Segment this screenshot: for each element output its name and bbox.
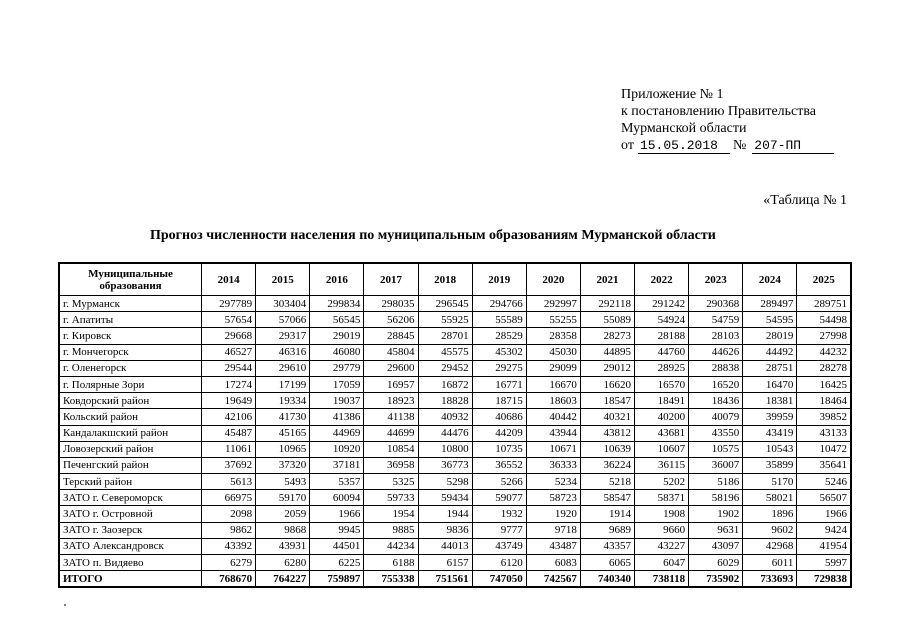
table-row [59,441,851,457]
population-value: 43487 [526,538,580,554]
total-value: 733693 [743,571,797,588]
table-row [59,538,851,554]
population-value: 29099 [526,360,580,376]
number-sign: № [732,138,747,153]
population-value: 9868 [256,522,310,538]
municipality-name: ЗАТО п. Видяево [59,555,202,571]
population-value: 18923 [364,393,418,409]
header-year: 2025 [797,263,851,296]
population-value: 1932 [472,506,526,522]
header-year: 2018 [418,263,472,296]
population-value: 43392 [202,538,256,554]
population-value: 10800 [418,441,472,457]
population-value: 46080 [310,344,364,360]
population-value: 45487 [202,425,256,441]
population-value: 9631 [689,522,743,538]
population-value: 1914 [580,506,634,522]
population-value: 16771 [472,376,526,392]
municipality-name: г. Мурманск [59,296,202,312]
population-value: 6279 [202,555,256,571]
population-value: 1966 [797,506,851,522]
population-value: 40932 [418,409,472,425]
population-value: 6011 [743,555,797,571]
population-value: 5186 [689,474,743,490]
population-value: 45302 [472,344,526,360]
population-value: 6029 [689,555,743,571]
population-value: 1944 [418,506,472,522]
population-value: 43419 [743,425,797,441]
population-value: 58371 [635,490,689,506]
population-value: 18715 [472,393,526,409]
total-value: 747050 [472,571,526,588]
population-value: 59434 [418,490,472,506]
population-value: 16425 [797,376,851,392]
table-row [59,393,851,409]
population-value: 16670 [526,376,580,392]
population-value: 37692 [202,457,256,473]
annex-date-row [621,137,834,154]
population-value: 54498 [797,312,851,328]
population-value: 57066 [256,312,310,328]
population-value: 43931 [256,538,310,554]
population-value: 296545 [418,296,472,312]
table-row [59,506,851,522]
population-value: 16520 [689,376,743,392]
population-value: 289751 [797,296,851,312]
population-value: 17059 [310,376,364,392]
population-value: 36007 [689,457,743,473]
municipality-name: г. Кировск [59,328,202,344]
header-year: 2023 [689,263,743,296]
population-value: 36115 [635,457,689,473]
population-value: 28358 [526,328,580,344]
header-year: 2016 [310,263,364,296]
population-value: 40686 [472,409,526,425]
population-value: 43681 [635,425,689,441]
table-row [59,490,851,506]
table-row [59,296,851,312]
municipality-name: ЗАТО г. Островной [59,506,202,522]
population-value: 299834 [310,296,364,312]
population-value: 5218 [580,474,634,490]
population-value: 10671 [526,441,580,457]
population-value: 44626 [689,344,743,360]
population-value: 289497 [743,296,797,312]
population-value: 54759 [689,312,743,328]
municipality-name: г. Мончегорск [59,344,202,360]
population-value: 6065 [580,555,634,571]
header-year: 2017 [364,263,418,296]
population-value: 29779 [310,360,364,376]
municipality-name: Кольский район [59,409,202,425]
population-value: 44492 [743,344,797,360]
header-year: 2014 [202,263,256,296]
population-value: 43812 [580,425,634,441]
population-value: 5246 [797,474,851,490]
table-number: «Таблица № 1 [763,193,847,208]
population-value: 18491 [635,393,689,409]
population-value: 28838 [689,360,743,376]
population-value: 29317 [256,328,310,344]
population-value: 43133 [797,425,851,441]
population-value: 59733 [364,490,418,506]
population-value: 43749 [472,538,526,554]
population-value: 10575 [689,441,743,457]
total-value: 735902 [689,571,743,588]
document-title: Прогноз численности населения по муниципальным образованиям Мурманской области [150,228,716,243]
population-value: 6280 [256,555,310,571]
municipality-name: ЗАТО г. Североморск [59,490,202,506]
population-value: 27998 [797,328,851,344]
population-value: 56545 [310,312,364,328]
population-value: 43944 [526,425,580,441]
population-value: 54924 [635,312,689,328]
population-value: 5202 [635,474,689,490]
header-year: 2019 [472,263,526,296]
population-value: 36224 [580,457,634,473]
table-row [59,555,851,571]
population-value: 29544 [202,360,256,376]
population-value: 28019 [743,328,797,344]
population-value: 1896 [743,506,797,522]
population-value: 41954 [797,538,851,554]
header-year: 2021 [580,263,634,296]
municipality-name: г. Полярные Зори [59,376,202,392]
table-row [59,457,851,473]
total-value: 729838 [797,571,851,588]
population-value: 9718 [526,522,580,538]
population-value: 57654 [202,312,256,328]
population-value: 54595 [743,312,797,328]
population-value: 18436 [689,393,743,409]
population-value: 28278 [797,360,851,376]
population-value: 292997 [526,296,580,312]
table-row [59,344,851,360]
population-value: 66975 [202,490,256,506]
header-year: 2022 [635,263,689,296]
table-row [59,312,851,328]
annex-line-3: Мурманской области [621,121,747,136]
population-value: 5357 [310,474,364,490]
population-value: 6120 [472,555,526,571]
population-value: 59170 [256,490,310,506]
population-value: 35899 [743,457,797,473]
population-value: 18547 [580,393,634,409]
population-value: 29610 [256,360,310,376]
population-value: 28103 [689,328,743,344]
population-value: 39959 [743,409,797,425]
population-value: 40200 [635,409,689,425]
total-value: 764227 [256,571,310,588]
population-value: 58723 [526,490,580,506]
municipality-name: г. Апатиты [59,312,202,328]
population-value: 2098 [202,506,256,522]
population-value: 44699 [364,425,418,441]
population-value: 10639 [580,441,634,457]
population-value: 29452 [418,360,472,376]
total-value: 742567 [526,571,580,588]
population-value: 44476 [418,425,472,441]
population-value: 59077 [472,490,526,506]
table-row [59,522,851,538]
population-value: 28529 [472,328,526,344]
decree-number: 207-ПП [752,138,834,154]
population-value: 35641 [797,457,851,473]
population-value: 1966 [310,506,364,522]
table-row [59,474,851,490]
population-value: 18828 [418,393,472,409]
annex-line-1: Приложение № 1 [621,87,724,102]
population-value: 19037 [310,393,364,409]
population-value: 5298 [418,474,472,490]
population-value: 9885 [364,522,418,538]
population-value: 17274 [202,376,256,392]
header-year: 2020 [526,263,580,296]
population-value: 45575 [418,344,472,360]
population-value: 9689 [580,522,634,538]
population-value: 29019 [310,328,364,344]
population-value: 28273 [580,328,634,344]
population-value: 16872 [418,376,472,392]
population-value: 5493 [256,474,310,490]
population-value: 45804 [364,344,418,360]
population-value: 5997 [797,555,851,571]
population-value: 41730 [256,409,310,425]
population-value: 9424 [797,522,851,538]
population-value: 40321 [580,409,634,425]
population-value: 1954 [364,506,418,522]
population-value: 6047 [635,555,689,571]
population-value: 9660 [635,522,689,538]
population-value: 9602 [743,522,797,538]
header-row [59,263,851,296]
population-value: 43357 [580,538,634,554]
population-value: 58196 [689,490,743,506]
population-value: 10607 [635,441,689,457]
population-value: 10543 [743,441,797,457]
population-value: 10735 [472,441,526,457]
population-value: 9862 [202,522,256,538]
population-value: 44209 [472,425,526,441]
table-row [59,360,851,376]
municipality-name: ЗАТО Александровск [59,538,202,554]
population-value: 37320 [256,457,310,473]
population-value: 291242 [635,296,689,312]
population-value: 290368 [689,296,743,312]
population-value: 18603 [526,393,580,409]
total-row [59,571,851,588]
population-value: 16620 [580,376,634,392]
population-value: 42106 [202,409,256,425]
population-value: 56507 [797,490,851,506]
population-value: 43227 [635,538,689,554]
population-value: 9777 [472,522,526,538]
population-value: 60094 [310,490,364,506]
population-value: 58021 [743,490,797,506]
population-value: 28751 [743,360,797,376]
population-value: 2059 [256,506,310,522]
population-value: 44895 [580,344,634,360]
population-value: 28188 [635,328,689,344]
population-value: 9945 [310,522,364,538]
population-value: 44760 [635,344,689,360]
population-value: 6225 [310,555,364,571]
total-value: 740340 [580,571,634,588]
table-row [59,376,851,392]
decree-date: 15.05.2018 [638,138,730,154]
population-value: 16470 [743,376,797,392]
population-value: 10854 [364,441,418,457]
population-value: 6083 [526,555,580,571]
total-value: 738118 [635,571,689,588]
population-value: 1902 [689,506,743,522]
population-value: 46316 [256,344,310,360]
population-value: 44013 [418,538,472,554]
population-value: 40079 [689,409,743,425]
population-value: 10920 [310,441,364,457]
population-value: 39852 [797,409,851,425]
population-value: 55925 [418,312,472,328]
population-value: 37181 [310,457,364,473]
population-value: 28701 [418,328,472,344]
population-value: 298035 [364,296,418,312]
table-row [59,425,851,441]
municipality-name: Ловозерский район [59,441,202,457]
header-year: 2024 [743,263,797,296]
population-value: 45165 [256,425,310,441]
population-value: 1920 [526,506,580,522]
table-row [59,409,851,425]
municipality-name: Кандалакшский район [59,425,202,441]
population-value: 41138 [364,409,418,425]
population-value: 19649 [202,393,256,409]
municipality-name: Терский район [59,474,202,490]
total-value: 759897 [310,571,364,588]
population-value: 36333 [526,457,580,473]
population-value: 5266 [472,474,526,490]
population-value: 19334 [256,393,310,409]
population-value: 41386 [310,409,364,425]
population-value: 45030 [526,344,580,360]
population-value: 44232 [797,344,851,360]
population-value: 55089 [580,312,634,328]
municipality-name: ЗАТО г. Заозерск [59,522,202,538]
population-table [58,262,852,588]
population-value: 5170 [743,474,797,490]
population-value: 10965 [256,441,310,457]
population-value: 55255 [526,312,580,328]
population-value: 294766 [472,296,526,312]
total-value: 751561 [418,571,472,588]
population-value: 42968 [743,538,797,554]
population-value: 29668 [202,328,256,344]
population-value: 55589 [472,312,526,328]
population-value: 9836 [418,522,472,538]
population-value: 297789 [202,296,256,312]
total-value: 768670 [202,571,256,588]
population-value: 292118 [580,296,634,312]
population-value: 29600 [364,360,418,376]
population-value: 5613 [202,474,256,490]
population-value: 40442 [526,409,580,425]
population-value: 5325 [364,474,418,490]
population-value: 1908 [635,506,689,522]
municipality-name: г. Оленегорск [59,360,202,376]
population-value: 28925 [635,360,689,376]
population-value: 44234 [364,538,418,554]
population-value: 16570 [635,376,689,392]
municipality-name: Печенгский район [59,457,202,473]
population-value: 43550 [689,425,743,441]
header-municipality: Муниципальные образования [59,263,202,296]
population-value: 44969 [310,425,364,441]
population-value: 36552 [472,457,526,473]
municipality-name: Ковдорский район [59,393,202,409]
total-label: ИТОГО [59,571,202,588]
population-value: 29012 [580,360,634,376]
population-value: 36958 [364,457,418,473]
population-value: 11061 [202,441,256,457]
population-value: 10472 [797,441,851,457]
population-value: 28845 [364,328,418,344]
population-value: 43097 [689,538,743,554]
population-value: 303404 [256,296,310,312]
table-row [59,328,851,344]
population-value: 5234 [526,474,580,490]
population-value: 18464 [797,393,851,409]
date-prefix: от [621,138,634,153]
population-value: 17199 [256,376,310,392]
population-value: 6157 [418,555,472,571]
population-value: 36773 [418,457,472,473]
total-value: 755338 [364,571,418,588]
annex-block [621,86,834,154]
population-value: 58547 [580,490,634,506]
population-value: 16957 [364,376,418,392]
annex-line-2: к постановлению Правительства [621,104,817,119]
scan-speck [64,604,66,606]
population-value: 56206 [364,312,418,328]
table-body [59,296,851,588]
population-value: 46527 [202,344,256,360]
header-year: 2015 [256,263,310,296]
population-value: 44501 [310,538,364,554]
population-value: 18381 [743,393,797,409]
population-value: 6188 [364,555,418,571]
population-value: 29275 [472,360,526,376]
